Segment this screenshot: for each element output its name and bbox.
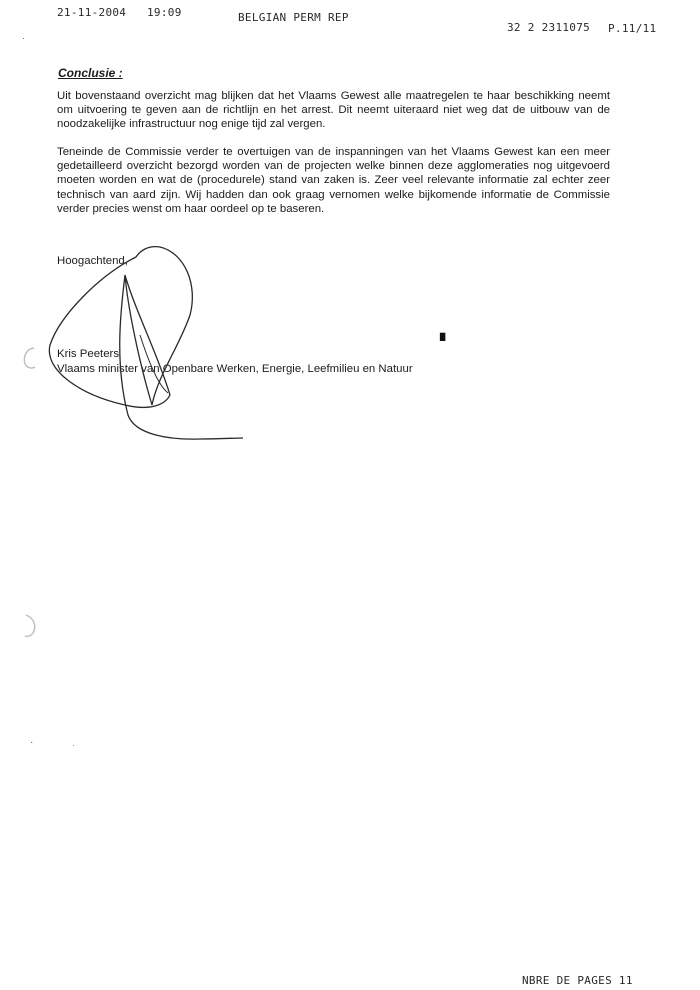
signer-name: Kris Peeters — [57, 348, 120, 360]
paragraph: Uit bovenstaand overzicht mag blijken dat het Vlaams Gewest alle maatregelen te haar beschikking neemt om uitvoering te geven aan de richtlijn en het arrest. Dit neemt uiteraard niet weg dat de uitbouw van de noodzakelijke infrastructuur nog enige tijd zal vergen. — [57, 90, 610, 131]
scan-speck: · — [22, 33, 25, 43]
handwritten-signature — [40, 235, 260, 450]
scan-speck: ▘ — [440, 333, 451, 349]
punch-hole-mark — [20, 345, 42, 371]
closing-salutation: Hoogachtend, — [57, 255, 128, 267]
fax-date: 21-11-2004 — [57, 6, 127, 19]
fax-sender: BELGIAN PERM REP — [238, 11, 349, 24]
paragraph: Teneinde de Commissie verder te overtuigen van de inspanningen van het Vlaams Gewest kan een meer gedetailleerd overzicht bezorgd worden van de projecten welke binnen deze agglomeraties nog uitgevoerd moeten worden en wat de (procedurele) stand van zaken is. Zeer veel relevante informatie zal echter zeer technisch van aard zijn. Wij hadden dan ook graag vernomen welke bijkomende informatie de Commissie verder precies wenst om haar oordeel op te baseren. — [57, 146, 610, 215]
fax-number: 32 2 2311075 — [507, 21, 591, 34]
punch-hole-mark — [18, 612, 40, 640]
fax-time: 19:09 — [147, 6, 182, 19]
fax-page-count: NBRE DE PAGES 11 — [522, 974, 633, 987]
scan-speck: · — [72, 741, 75, 750]
scan-speck: · — [30, 737, 34, 748]
conclusion-heading: Conclusie : — [58, 66, 123, 80]
signer-title: Vlaams minister van Openbare Werken, Energie, Leefmilieu en Natuur — [57, 363, 413, 375]
fax-page-number: P.11/11 — [608, 22, 657, 35]
